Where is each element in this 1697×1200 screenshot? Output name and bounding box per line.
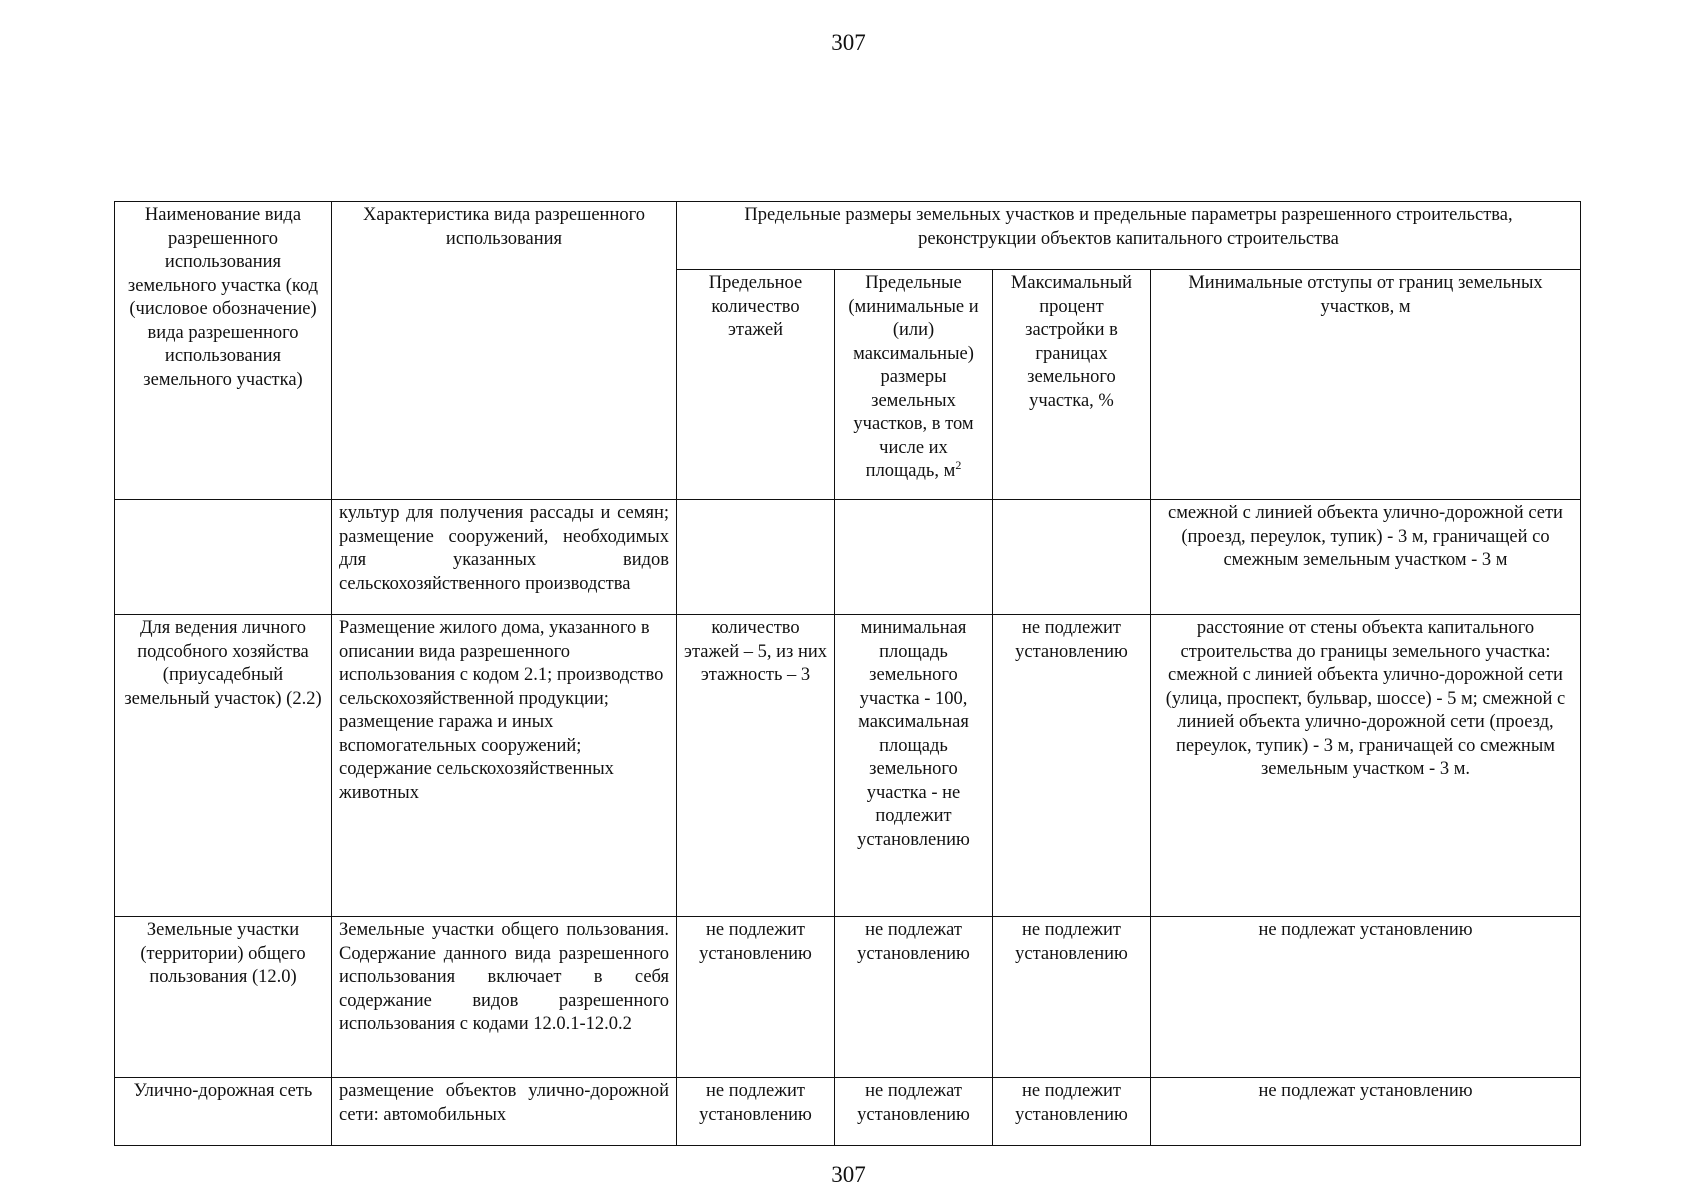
header-setbacks: Минимальные отступы от границ земельных участков, м — [1151, 270, 1581, 500]
coverage-cell: не подлежит установлению — [993, 917, 1151, 1078]
table-row — [115, 615, 1581, 917]
setbacks-cell: не подлежат установлению — [1151, 1078, 1581, 1146]
header-plot-size-superscript: 2 — [955, 457, 962, 472]
setbacks-cell: не подлежат установлению — [1151, 917, 1581, 1078]
land-use-table — [114, 201, 1581, 1146]
use-type-name-cell: Земельные участки (территории) общего пользования (12.0) — [115, 917, 332, 1078]
coverage-cell: не подлежит установлению — [993, 615, 1151, 917]
header-floors: Предельное количество этажей — [677, 270, 835, 500]
use-type-description-cell: размещение объектов улично-дорожной сети: автомобильных — [332, 1078, 677, 1146]
use-type-description-cell: Земельные участки общего пользования. Содержание данного вида разрешенного использования включает в себя содержание видов разрешенного использования с кодами 12.0.1-12.0.2 — [332, 917, 677, 1078]
page-number-bottom: 307 — [831, 1162, 866, 1187]
coverage-cell — [993, 500, 1151, 615]
floors-cell: не подлежит установлению — [677, 917, 835, 1078]
header-plot-size — [835, 270, 993, 500]
header-limit-parameters: Предельные размеры земельных участков и предельные параметры разрешенного строительства, реконструкции объектов капитального строительства — [677, 202, 1581, 270]
plot-size-cell: не подлежат установлению — [835, 1078, 993, 1146]
setbacks-cell: смежной с линией объекта улично-дорожной сети (проезд, переулок, тупик) - 3 м, граничащей со смежным земельным участком - 3 м — [1151, 500, 1581, 615]
floors-cell: количество этажей – 5, из них этажность – 3 — [677, 615, 835, 917]
use-type-description-cell: Размещение жилого дома, указанного в описании вида разрешенного использования с кодом 2.1; производство сельскохозяйственной продукции; размещение гаража и иных вспомогательных сооружений; содержание сельскохозяйственных животных — [332, 615, 677, 917]
header-coverage: Максимальный процент застройки в границах земельного участка, % — [993, 270, 1151, 500]
header-use-type-description: Характеристика вида разрешенного использования — [332, 202, 677, 500]
table-row — [115, 500, 1581, 615]
plot-size-cell: минимальная площадь земельного участка - 100, максимальная площадь земельного участка - не подлежит установлению — [835, 615, 993, 917]
use-type-name-cell: Для ведения личного подсобного хозяйства (приусадебный земельный участок) (2.2) — [115, 615, 332, 917]
setbacks-cell: расстояние от стены объекта капитального строительства до границы земельного участка: смежной с линией объекта улично-дорожной сети (улица, проспект, бульвар, шоссе) - 5 м; смежной с линией объекта улично-дорожной сети (проезд, переулок, тупик) - 3 м, граничащей со смежным земельным участком - 3 м. — [1151, 615, 1581, 917]
plot-size-cell — [835, 500, 993, 615]
coverage-cell: не подлежит установлению — [993, 1078, 1151, 1146]
table-row — [115, 917, 1581, 1078]
floors-cell — [677, 500, 835, 615]
plot-size-cell: не подлежат установлению — [835, 917, 993, 1078]
floors-cell: не подлежит установлению — [677, 1078, 835, 1146]
page-number-top: 307 — [831, 30, 866, 55]
header-row-1 — [115, 202, 1581, 270]
header-plot-size-text: Предельные (минимальные и (или) максимальные) размеры земельных участков, в том числе их площадь, м — [848, 273, 979, 481]
use-type-name-cell: Улично-дорожная сеть — [115, 1078, 332, 1146]
table-row — [115, 1078, 1581, 1146]
use-type-description-cell: культур для получения рассады и семян; размещение сооружений, необходимых для указанных видов сельскохозяйственного производства — [332, 500, 677, 615]
use-type-name-cell — [115, 500, 332, 615]
header-use-type-name: Наименование вида разрешенного использования земельного участка (код (числовое обозначение) вида разрешенного использования земельного участка) — [115, 202, 332, 500]
